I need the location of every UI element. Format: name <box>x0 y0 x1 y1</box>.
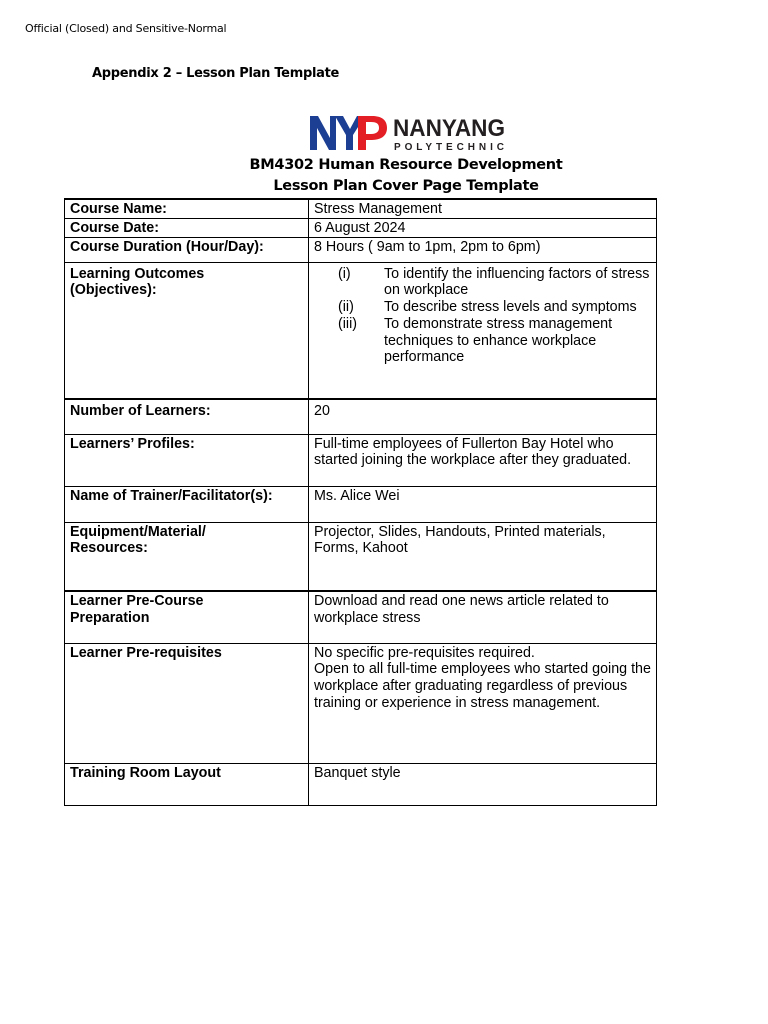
nyp-logo <box>308 112 508 154</box>
pre-course-label <box>65 591 309 643</box>
pre-course-label-line1: Learner Pre-Course <box>70 593 204 610</box>
table-row <box>65 763 657 805</box>
learners-profiles-value: Full-time employees of Fullerton Bay Hotel who started joining the workplace after they graduated. <box>309 434 657 486</box>
number-of-learners-label: Number of Learners: <box>65 399 309 434</box>
learners-profiles-label: Learners’ Profiles: <box>65 434 309 486</box>
table-row <box>65 237 657 262</box>
room-layout-value: Banquet style <box>309 763 657 805</box>
objective-item <box>338 266 651 299</box>
trainer-value: Ms. Alice Wei <box>309 486 657 522</box>
learning-outcomes-label-line2: (Objectives): <box>70 282 157 299</box>
objective-item <box>338 316 651 366</box>
appendix-title: Appendix 2 – Lesson Plan Template <box>92 66 340 81</box>
objective-text: To identify the influencing factors of stress on workplace <box>384 265 650 299</box>
classification-label: Official (Closed) and Sensitive-Normal <box>25 22 227 35</box>
pre-course-value: Download and read one news article related to workplace stress <box>309 591 657 643</box>
course-date-value: 6 August 2024 <box>309 218 657 237</box>
pre-requisites-value <box>309 643 657 763</box>
equipment-label-line1: Equipment/Material/ <box>70 523 206 540</box>
objective-number: (iii) <box>338 315 358 332</box>
table-row <box>65 486 657 522</box>
objective-number: (ii) <box>338 299 354 316</box>
equipment-label <box>65 522 309 591</box>
learning-outcomes-label <box>65 262 309 399</box>
learning-outcomes-label-line1: Learning Outcomes <box>70 265 205 282</box>
learning-outcomes-value <box>309 262 657 399</box>
trainer-label: Name of Trainer/Facilitator(s): <box>65 486 309 522</box>
table-row <box>65 522 657 591</box>
table-row <box>65 643 657 763</box>
table-row <box>65 262 657 399</box>
table-row <box>65 399 657 434</box>
objective-text: To describe stress levels and symptoms <box>384 299 637 316</box>
table-row <box>65 591 657 643</box>
table-row <box>65 434 657 486</box>
lesson-plan-table <box>64 198 657 806</box>
table-row <box>65 218 657 237</box>
document-title: BM4302 Human Resource Development <box>249 157 563 173</box>
equipment-label-line2: Resources: <box>70 540 148 557</box>
course-date-label: Course Date: <box>65 218 309 237</box>
course-duration-value: 8 Hours ( 9am to 1pm, 2pm to 6pm) <box>309 237 657 262</box>
pre-course-label-line2: Preparation <box>70 609 150 626</box>
equipment-value: Projector, Slides, Handouts, Printed materials, Forms, Kahoot <box>309 522 657 591</box>
document-subtitle: Lesson Plan Cover Page Template <box>273 178 539 194</box>
number-of-learners-value: 20 <box>309 399 657 434</box>
room-layout-label: Training Room Layout <box>65 763 309 805</box>
course-name-label: Course Name: <box>65 199 309 218</box>
course-duration-label: Course Duration (Hour/Day): <box>65 237 309 262</box>
logo-subname: POLYTECHNIC <box>394 142 504 153</box>
pre-requisites-label: Learner Pre-requisites <box>65 643 309 763</box>
objective-item <box>338 299 651 316</box>
pre-requisites-line2: Open to all full-time employees who started going the workplace after graduating regardless of previous training or experience in stress management. <box>314 661 651 711</box>
pre-requisites-line1: No specific pre-requisites required. <box>314 644 535 661</box>
logo-name: NANYANG <box>393 115 505 142</box>
objective-text: To demonstrate stress management techniques to enhance workplace performance <box>384 315 613 366</box>
course-name-value: Stress Management <box>309 199 657 218</box>
objective-number: (i) <box>338 265 351 282</box>
table-row <box>65 199 657 218</box>
